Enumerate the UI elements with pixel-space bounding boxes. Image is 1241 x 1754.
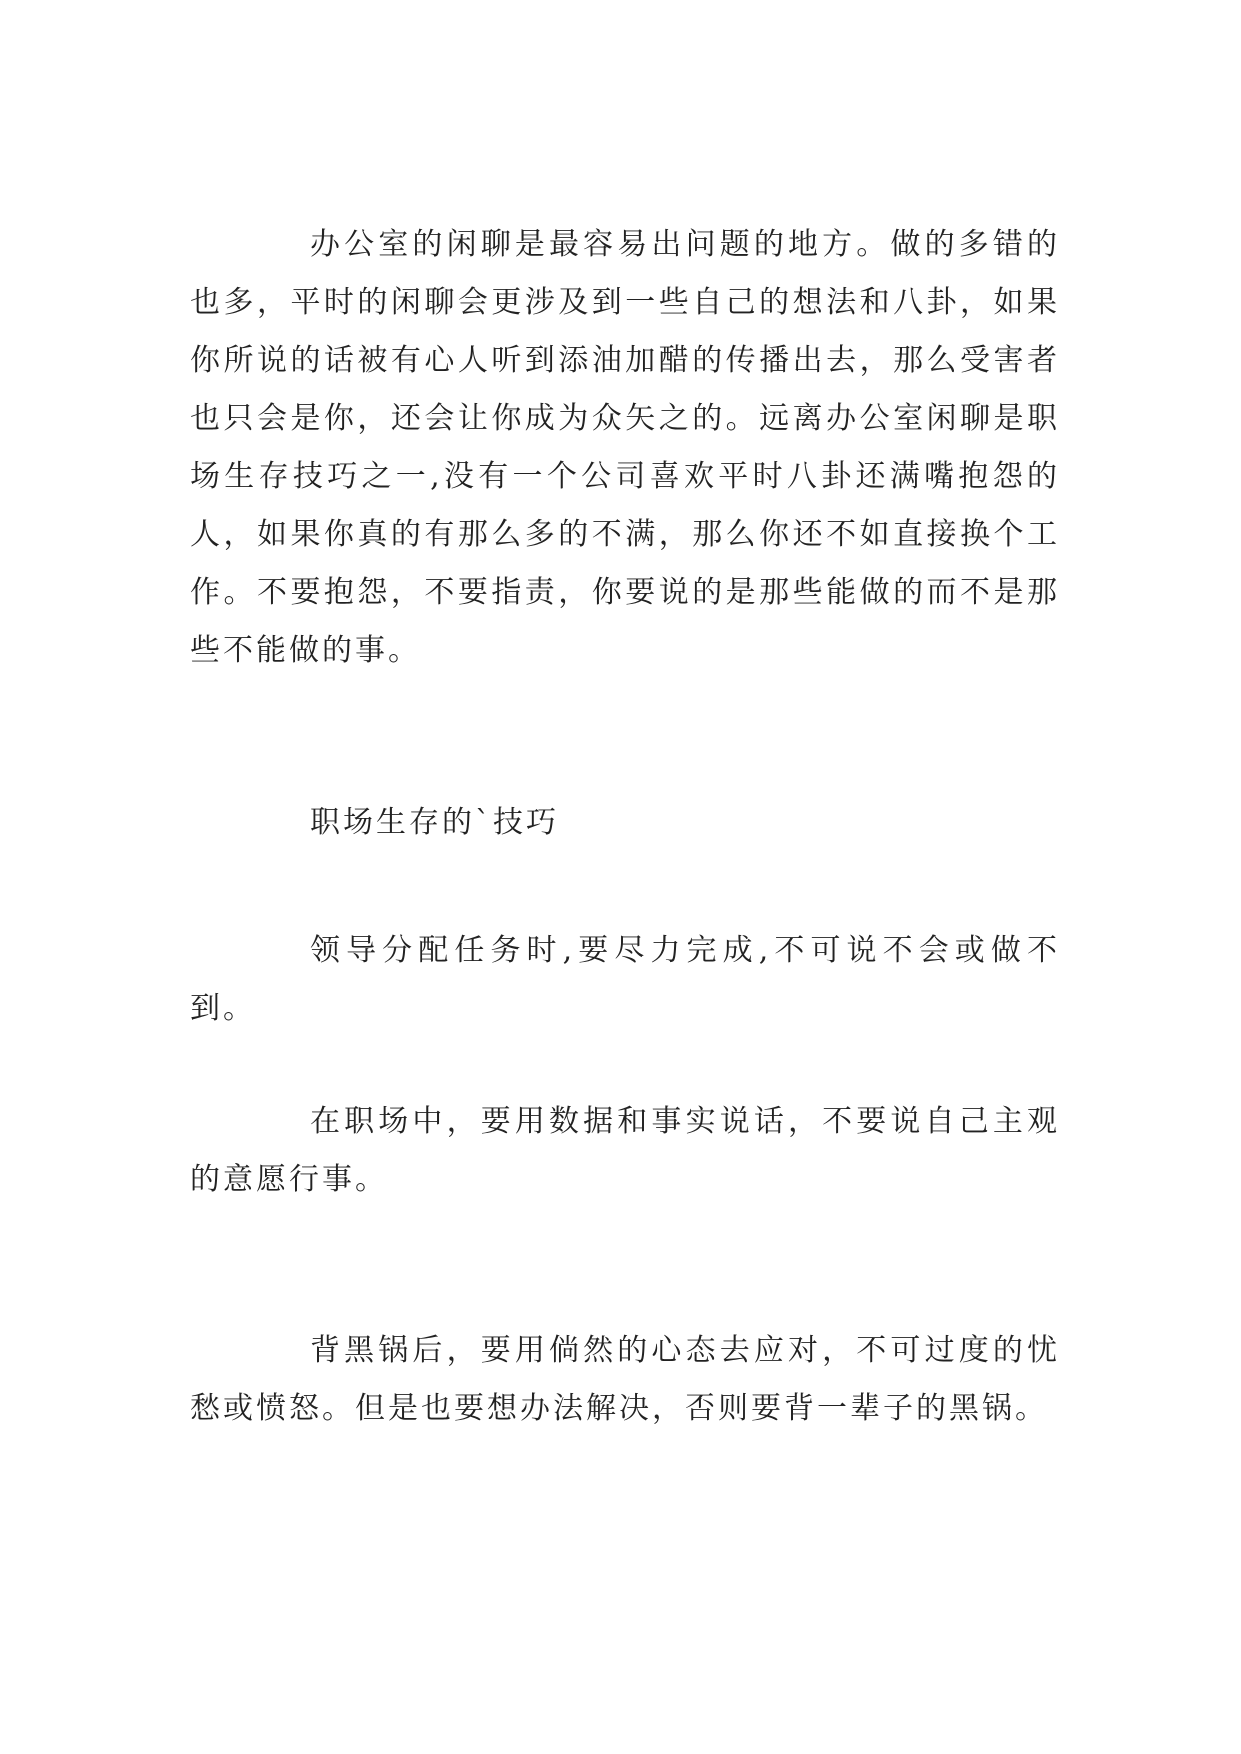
section-heading: 职场生存的`技巧 <box>310 805 559 840</box>
paragraph-office-chat: 办公室的闲聊是最容易出问题的地方。做的多错的也多，平时的闲聊会更涉及到一些自己的想法和八卦，如果你所说的话被有心人听到添油加醋的传播出去，那么受害者也只会是你，还会让你成为众矢之的。远离办公室闲聊是职场生存技巧之一,没有一个公司喜欢平时八卦还满嘴抱怨的人，如果你真的有那么多的不满，那么你还不如直接换个工作。不要抱怨，不要指责，你要说的是那些能做的而不是那些不能做的事。 <box>190 227 1060 668</box>
paragraph-leader-tasks: 领导分配任务时,要尽力完成,不可说不会或做不到。 <box>190 933 1060 1026</box>
paragraph-data-facts: 在职场中，要用数据和事实说话，不要说自己主观的意愿行事。 <box>190 1104 1060 1197</box>
paragraph-blame: 背黑锅后，要用倘然的心态去应对，不可过度的忧愁或愤怒。但是也要想办法解决，否则要背一辈子的黑锅。 <box>190 1333 1060 1426</box>
